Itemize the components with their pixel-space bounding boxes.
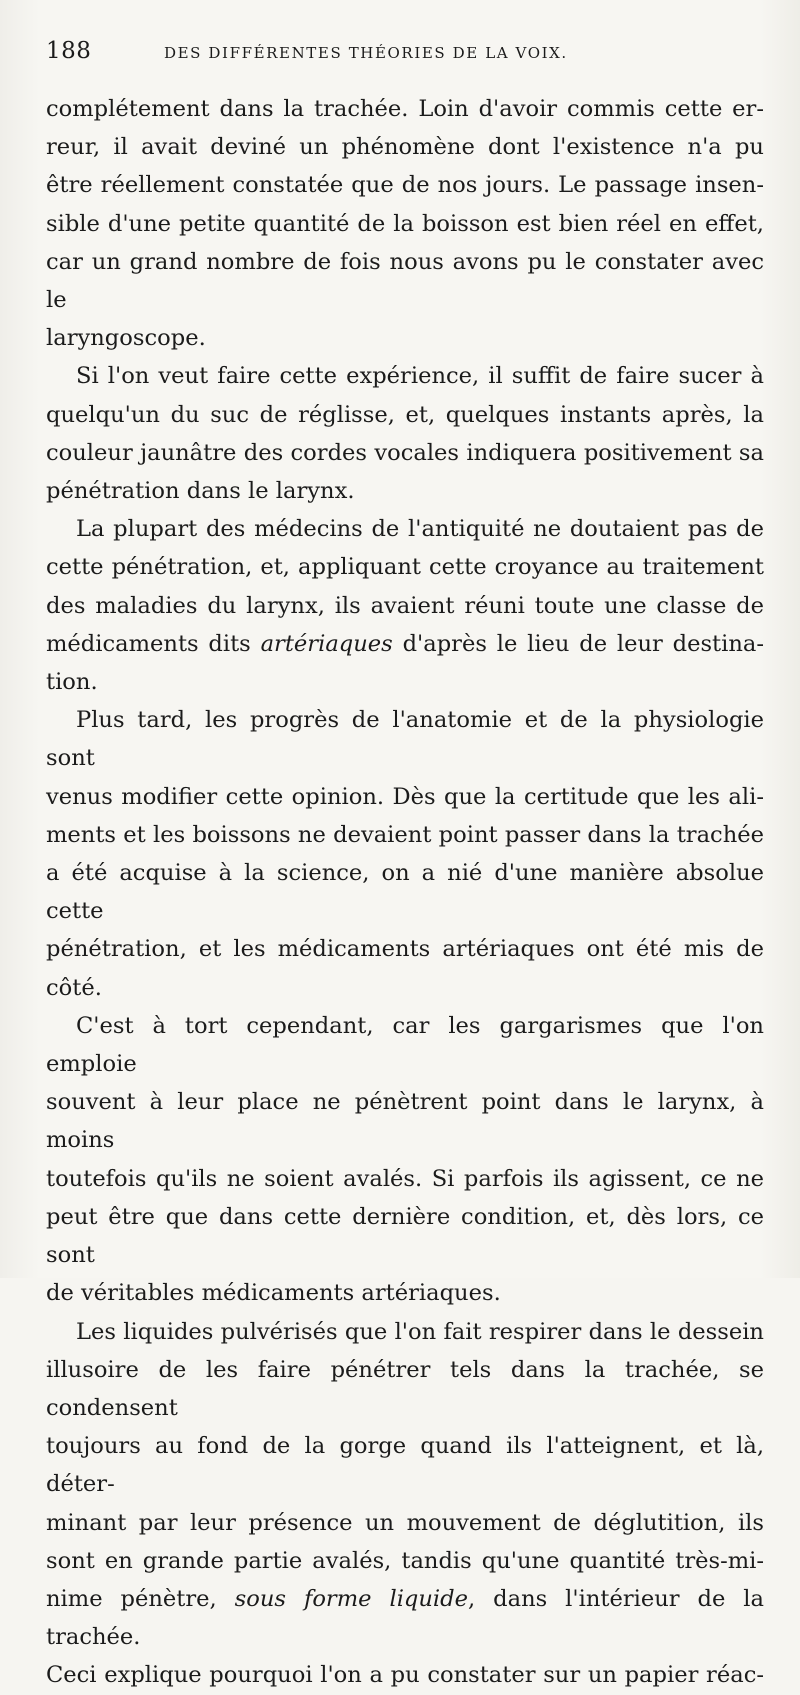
text-line: ments et les boissons ne devaient point passer dans la trachée [46,821,764,848]
running-head [46,38,764,90]
text-line: Si l'on veut faire cette expérience, il suffit de faire sucer à [76,363,764,390]
text-line: Plus tard, les progrès de l'anatomie et de la physiologie sont [46,707,764,772]
text-segment: nime pénètre, [46,1585,235,1612]
text-line: minant par leur présence un mouvement de déglutition, ils [46,1509,764,1536]
text-line: toutefois qu'ils ne soient avalés. Si parfois ils agissent, ce ne [46,1165,764,1192]
text-line: Ceci explique pourquoi l'on a pu constater sur un papier réac- [46,1662,764,1689]
text-line: illusoire de les faire pénétrer tels dans la trachée, se condensent [46,1356,764,1421]
text-line: toujours au fond de la gorge quand ils l'atteignent, et là, déter- [46,1433,764,1498]
text-line: couleur jaunâtre des cordes vocales indiquera positivement sa [46,439,764,466]
text-segment: médicaments dits [46,630,261,657]
text-line [46,625,764,663]
text-line: sont en grande partie avalés, tandis qu'une quantité très-mi- [46,1547,764,1574]
italic-term: sous forme liquide [234,1585,468,1612]
body-text [46,90,764,1695]
running-title: DES DIFFÉRENTES THÉORIES DE LA VOIX. [164,44,568,62]
text-line: La plupart des médecins de l'antiquité ne doutaient pas de [76,516,764,543]
text-line: peut être que dans cette dernière condition, et, dès lors, ce sont [46,1203,764,1269]
text-line: reur, il avait deviné un phénomène dont l'existence n'a pu [46,134,764,161]
text-line: Les liquides pulvérisés que l'on fait respirer dans le dessein [76,1318,764,1345]
text-line: venus modifier cette opinion. Dès que la certitude que les ali- [46,783,764,810]
text-line: des maladies du larynx, ils avaient réuni toute une classe de [46,592,764,619]
text-segment: , dans l'intérieur de la trachée. [46,1585,764,1651]
text-line: pénétration, et les médicaments artériaques ont été mis de côté. [46,936,764,1001]
text-line: cette pénétration, et, appliquant cette croyance au traitement [46,554,764,581]
text-line: C'est à tort cependant, car les gargarismes que l'on emploie [46,1012,764,1078]
text-line: complétement dans la trachée. Loin d'avoir commis cette er- [46,96,764,122]
text-line: être réellement constatée que de nos jours. Le passage insen- [46,172,764,199]
text-segment: d'après le lieu de leur destina- [392,630,765,657]
text-line: a été acquise à la science, on a nié d'une manière absolue cette [46,860,764,925]
text-line: laryngoscope. [46,325,206,352]
text-line: car un grand nombre de fois nous avons pu le constater avec le [46,248,764,314]
italic-term: artériaques [260,630,393,657]
text-line: pénétration dans le larynx. [46,478,355,505]
text-line: sible d'une petite quantité de la boisson est bien réel en effet, [46,210,764,237]
text-line: de véritables médicaments artériaques. [46,1280,501,1307]
page-number: 188 [46,38,92,64]
text-line: tion. [46,669,98,696]
text-line: souvent à leur place ne pénètrent point dans le larynx, à moins [46,1089,764,1154]
text-line: quelqu'un du suc de réglisse, et, quelques instants après, la [46,401,764,428]
text-line [46,1580,764,1656]
